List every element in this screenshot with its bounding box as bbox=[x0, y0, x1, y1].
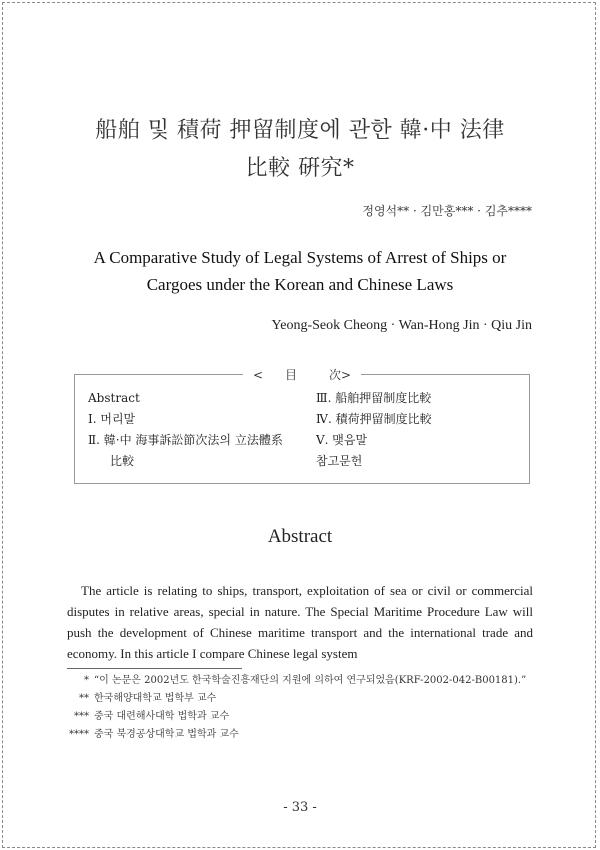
footnote-mark: *** bbox=[74, 711, 89, 722]
toc-item[interactable]: Abstract bbox=[88, 391, 140, 405]
toc-header-left: <目 bbox=[243, 368, 329, 382]
toc-item[interactable]: 참고문헌 bbox=[316, 454, 363, 468]
korean-authors: 정영석** · 김만홍*** · 김추**** bbox=[362, 204, 532, 218]
abstract-heading: Abstract bbox=[267, 526, 333, 547]
footnote-mark: * bbox=[84, 675, 89, 686]
footnote-text: 중국 북경공상대학교 법학과 교수 bbox=[94, 729, 239, 740]
toc-header-right: 次> bbox=[329, 368, 361, 382]
english-authors: Yeong-Seok Cheong · Wan-Hong Jin · Qiu Jin bbox=[271, 318, 532, 333]
footnote bbox=[67, 726, 537, 744]
table-of-contents-header bbox=[74, 366, 530, 383]
korean-title-line2: 比較 硏究* bbox=[245, 156, 355, 181]
english-title-line2: Cargoes under the Korean and Chinese Laws bbox=[146, 275, 454, 294]
toc-item[interactable]: Ⅲ. 船舶押留制度比較 bbox=[316, 391, 432, 405]
footnote-text: 한국해양대학교 법학부 교수 bbox=[94, 693, 217, 704]
toc-item[interactable]: Ⅰ. 머리말 bbox=[88, 412, 136, 426]
toc-right-column bbox=[316, 388, 516, 472]
toc-item[interactable]: Ⅴ. 맺음말 bbox=[316, 433, 368, 447]
footnotes bbox=[67, 672, 537, 744]
korean-title-line1: 船舶 및 積荷 押留制度에 관한 韓·中 法律 bbox=[95, 118, 505, 143]
toc-item[interactable]: Ⅱ. 韓·中 海事訴訟節次法의 立法體系 bbox=[88, 433, 283, 447]
footnote bbox=[67, 690, 537, 708]
toc-left-column bbox=[88, 388, 298, 472]
abstract-body: The article is relating to ships, transport, exploitation of sea or civil or commercial disputes in relative areas, special in nature. The Special Maritime Procedure Law will push the development of Chinese maritime transport and the international trade and economy. In this article I compare Chinese legal system bbox=[67, 583, 533, 661]
english-title bbox=[60, 244, 540, 298]
english-title-line1: A Comparative Study of Legal Systems of Arrest of Ships or bbox=[93, 248, 507, 267]
toc-item[interactable]: 比較 bbox=[110, 454, 135, 468]
footnote-mark: ** bbox=[79, 693, 89, 704]
footnote-text: “이 논문은 2002년도 한국학술진흥재단의 지원에 의하여 연구되었음(KRF-2002-042-B00181).” bbox=[94, 675, 527, 686]
footnote bbox=[67, 672, 537, 690]
footnote-text: 중국 대련해사대학 법학과 교수 bbox=[94, 711, 230, 722]
footnote-mark: **** bbox=[69, 729, 89, 740]
page-number: - 33 - bbox=[283, 800, 317, 815]
toc-item[interactable]: Ⅳ. 積荷押留制度比較 bbox=[316, 412, 432, 426]
footnote bbox=[67, 708, 537, 726]
footnote-divider bbox=[67, 668, 242, 669]
korean-title bbox=[40, 112, 560, 188]
